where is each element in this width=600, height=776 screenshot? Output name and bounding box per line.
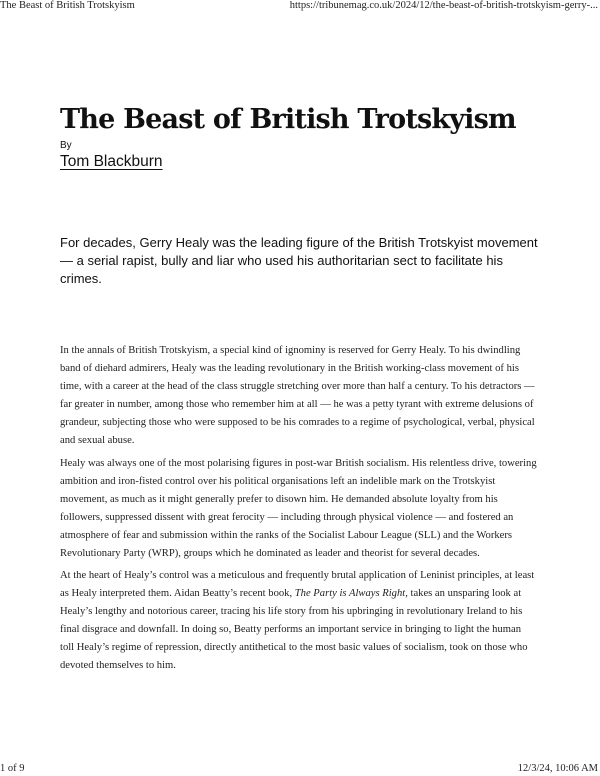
text-line: devoted themselves to him. <box>60 660 176 671</box>
article-title: The Beast of British Trotskyism <box>60 104 516 135</box>
lead-line: — a serial rapist, bully and liar who used his authoritarian sect to facilitate his <box>60 253 503 268</box>
text-line: final disgrace and downfall. In doing so, Beatty performs an important service in bringing to light the human <box>60 624 522 635</box>
text-line <box>60 585 534 603</box>
text-line: grandeur, subjecting those who were supposed to be his comrades to a regime of psychological, verbal, physical <box>60 417 535 428</box>
text-line: time, with a career at the head of the class struggle stretching over more than half a century. To his detractors — <box>60 381 535 392</box>
author-link[interactable]: Tom Blackburn <box>60 153 163 170</box>
print-datetime: 12/3/24, 10:06 AM <box>517 763 598 774</box>
print-header-url: https://tribunemag.co.uk/2024/12/the-beast-of-british-trotskyism-gerry-... <box>289 0 598 11</box>
text-segment: as Healy interpreted them. Aidan Beatty’s recent book, <box>60 588 295 599</box>
text-line: and sexual abuse. <box>60 435 135 446</box>
lead-line: For decades, Gerry Healy was the leading figure of the British Trotskyist movement <box>60 235 538 250</box>
text-line: movement, as much as it might generally prefer to disown him. He demanded absolute loyalty from his <box>60 494 498 505</box>
lead-line: crimes. <box>60 271 102 286</box>
text-segment: , takes an unsparing look at <box>405 588 522 599</box>
text-line: ambition and iron-fisted control over his political organisations left an indelible mark on the Trotskyist <box>60 476 496 487</box>
text-line: Healy was always one of the most polarising figures in post-war British socialism. His relentless drive, towering <box>60 458 537 469</box>
text-line: band of diehard admirers, Healy was the leading revolutionary in the British working-class movement of his <box>60 363 519 374</box>
text-line: Healy’s lengthy and notorious career, tracing his life story from his upbringing in revolutionary Ireland to his <box>60 606 523 617</box>
text-line: atmosphere of fear and submission within the ranks of the Socialist Labour League (SLL) and the Workers <box>60 530 513 541</box>
text-line: In the annals of British Trotskyism, a special kind of ignominy is reserved for Gerry Healy. To his dwindling <box>60 345 521 356</box>
book-title: The Party is Always Right <box>294 588 406 599</box>
print-header-title: The Beast of British Trotskyism <box>0 0 135 11</box>
paragraph-1 <box>60 342 535 450</box>
text-line: followers, suppressed dissent with great ferocity — including through physical violence — and fostered an <box>60 512 514 523</box>
text-line: Revolutionary Party (WRP), groups which he dominated as leader and theorist for several decades. <box>60 548 480 559</box>
article-lead <box>60 234 540 288</box>
byline-label: By <box>60 140 72 151</box>
text-line: toll Healy’s regime of repression, directly antithetical to the most basic values of socialism, took on those who <box>60 642 528 653</box>
text-line: far greater in number, among those who remember him at all — he was a petty tyrant with extreme delusions of <box>60 399 534 410</box>
page-number: 1 of 9 <box>0 763 25 774</box>
paragraph-3 <box>60 567 534 675</box>
paragraph-2 <box>60 455 537 563</box>
text-line: At the heart of Healy’s control was a meticulous and frequently brutal application of Leninist principles, at least <box>60 570 535 581</box>
